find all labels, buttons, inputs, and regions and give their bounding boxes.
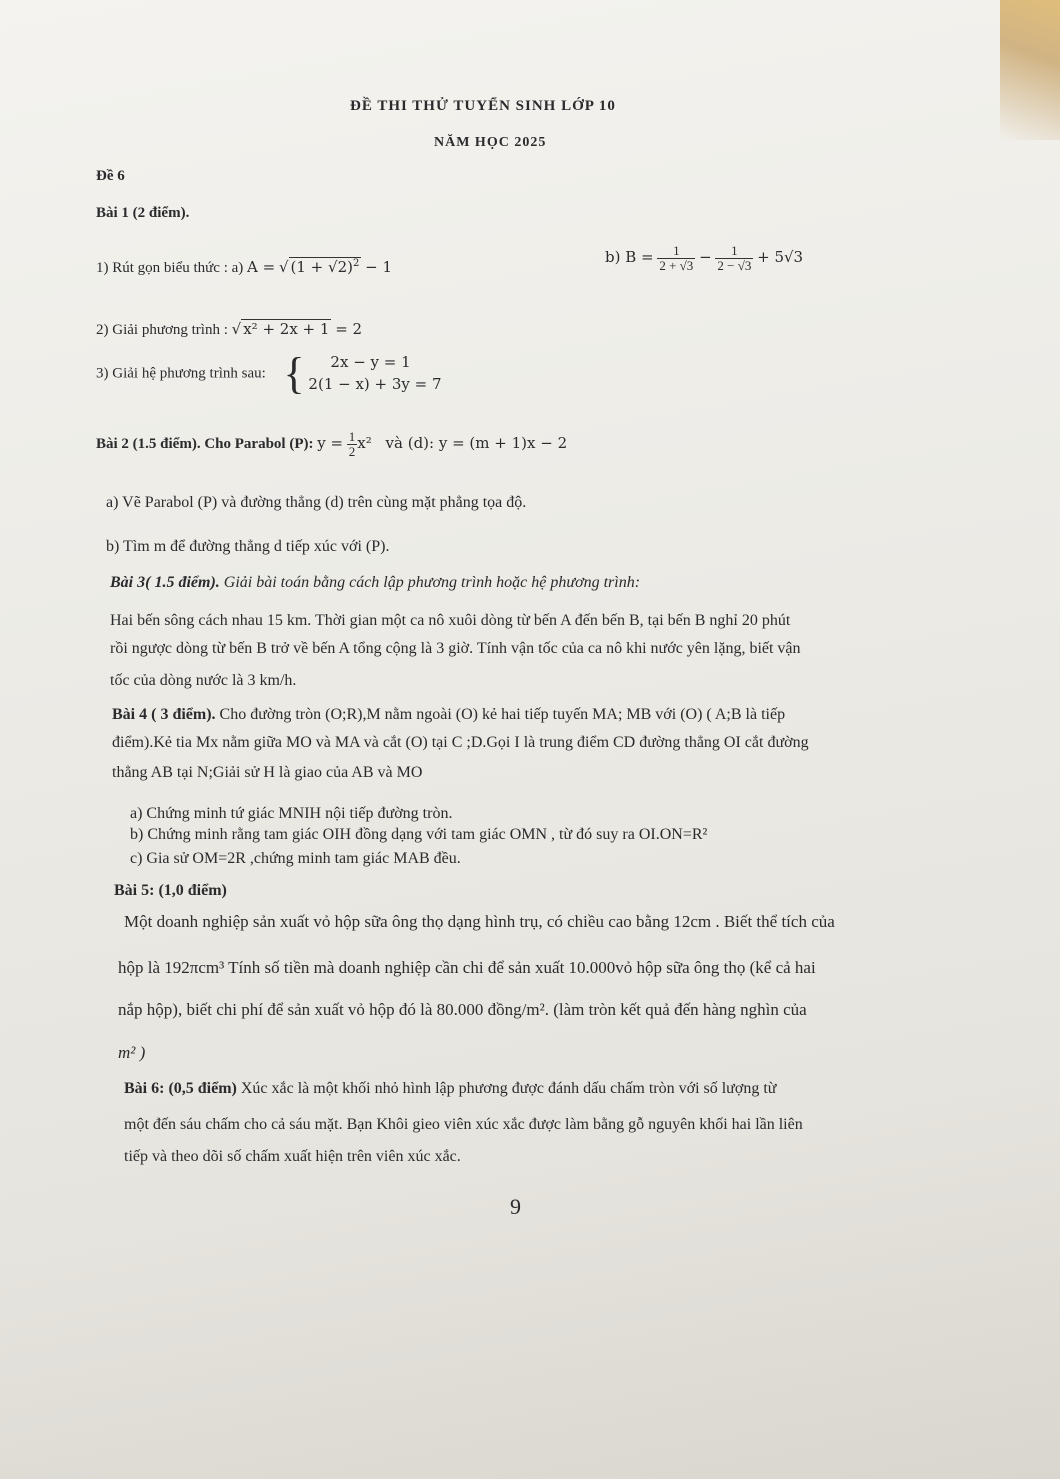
bai1-q2-tail: = 2	[335, 320, 363, 338]
bai2-a: a) Vẽ Parabol (P) và đường thẳng (d) trên cùng mặt phẳng tọa độ.	[106, 494, 527, 511]
bai1-q1b-minus: −	[699, 248, 712, 267]
bai1-q2-label: 2) Giải phương trình :	[96, 322, 228, 338]
page-corner-shadow	[1000, 0, 1060, 140]
bai1-q3-system: 2x − y = 1 2(1 − x) + 3y = 7	[308, 353, 442, 393]
bai4-c: c) Gia sử OM=2R ,chứng minh tam giác MAB đều.	[130, 850, 461, 867]
bai1-q1b	[605, 244, 803, 274]
bai4-a: a) Chứng minh tứ giác MNIH nội tiếp đường tròn.	[130, 805, 453, 822]
bai1-q1b-label: b) B =	[605, 248, 654, 267]
bai6-line1-wrap	[124, 1080, 776, 1098]
bai3-line3: tốc của dòng nước là 3 km/h.	[110, 672, 297, 689]
bai5-heading: Bài 5: (1,0 điểm)	[114, 882, 227, 899]
sqrt-symbol: √	[231, 320, 242, 338]
bai6-line1: Xúc xắc là một khối nhỏ hình lập phương được đánh dấu chấm tròn với số lượng từ	[240, 1080, 777, 1097]
bai2-heading-line	[96, 430, 567, 460]
bai4-line2: điểm).Kẻ tia Mx nằm giữa MO và MA và cắt (O) tại C ;D.Gọi I là trung điểm CD đường thẳng OI cắt đường	[112, 734, 809, 751]
bai4-b: b) Chứng minh rằng tam giác OIH đồng dạng với tam giác OMN , từ đó suy ra OI.ON=R²	[130, 826, 708, 843]
bai4-line1: Cho đường tròn (O;R),M nằm ngoài (O) kẻ hai tiếp tuyến MA; MB với (O) ( A;B là tiếp	[219, 706, 786, 723]
exam-title: ĐỀ THI THỬ TUYỂN SINH LỚP 10	[350, 98, 616, 114]
bai5-line2: hộp là 192πcm³ Tính số tiền mà doanh nghiệp cần chi để sản xuất 10.000vỏ hộp sữa ông thọ (kể cả hai	[118, 958, 816, 977]
bai5-line4: m² )	[118, 1043, 146, 1062]
page-number: 9	[510, 1194, 521, 1219]
bai1-q2-radicand: x² + 2x + 1	[243, 320, 330, 338]
bai2-heading: Bài 2 (1.5 điểm). Cho Parabol (P):	[96, 436, 314, 453]
bai3-heading-rest: Giải bài toán bằng cách lập phương trình hoặc hệ phương trình:	[223, 574, 641, 591]
bai1-q1b-frac2: $\frac{1}{2 - √3}$	[717, 243, 752, 274]
bai4-line1-wrap	[112, 706, 785, 724]
bai5-line1: Một doanh nghiệp sản xuất vỏ hộp sữa ông thọ dạng hình trụ, có chiều cao bằng 12cm . Biết thể tích của	[124, 912, 835, 931]
bai3-heading: Bài 3( 1.5 điểm).	[110, 574, 220, 591]
bai6-line3: tiếp và theo dõi số chấm xuất hiện trên viên xúc xắc.	[124, 1148, 461, 1165]
bai3-heading-line	[110, 574, 640, 592]
brace-symbol: {	[283, 349, 305, 398]
bai1-q1b-tail: + 5√3	[757, 248, 804, 267]
bai4-heading: Bài 4 ( 3 điểm).	[112, 706, 216, 723]
bai6-line2: một đến sáu chấm cho cả sáu mặt. Bạn Khôi gieo viên xúc xắc được làm bằng gỗ nguyên khối hai lần liên	[124, 1116, 803, 1133]
bai5-line3: nắp hộp), biết chi phí để sản xuất vỏ hộp đó là 80.000 đồng/m². (làm tròn kết quả đến hàng nghìn của	[118, 1000, 807, 1019]
bai1-q2	[96, 320, 362, 339]
bai6-heading: Bài 6: (0,5 điểm)	[124, 1080, 237, 1097]
bai1-heading: Bài 1 (2 điểm).	[96, 205, 190, 221]
bai1-q1a-radicand: $(1 + √2)^2$	[290, 258, 360, 276]
bai1-q1a-tail: − 1	[365, 258, 392, 276]
bai2-d: và (d): y = (m + 1)x − 2	[385, 434, 568, 453]
sqrt-symbol: √	[278, 258, 289, 276]
bai1-q1b-frac1: $\frac{1}{2 + √3}$	[659, 243, 694, 274]
bai1-q3-label: 3) Giải hệ phương trình sau:	[96, 365, 266, 382]
bai2-p-tail: x²	[357, 434, 372, 453]
exam-year: NĂM HỌC 2025	[434, 135, 547, 150]
bai2-p-lhs: y =	[317, 434, 344, 453]
exam-code: Đề 6	[96, 168, 125, 184]
bai1-q1a-lhs: A =	[247, 258, 276, 276]
bai3-line1: Hai bến sông cách nhau 15 km. Thời gian một ca nô xuôi dòng từ bến A đến bến B, tại bến B nghỉ 20 phút	[110, 612, 791, 629]
bai3-line2: rồi ngược dòng từ bến B trở về bến A tổng cộng là 3 giờ. Tính vận tốc của ca nô khi nước yên lặng, biết vận	[110, 640, 801, 657]
bai1-q1-label: 1) Rút gọn biểu thức : a)	[96, 260, 244, 276]
bai1-q1	[96, 258, 392, 277]
bai2-b: b) Tìm m để đường thẳng d tiếp xúc với (P).	[106, 538, 390, 555]
bai1-q3	[96, 349, 442, 398]
bai4-line3: thẳng AB tại N;Giải sử H là giao của AB và MO	[112, 764, 423, 781]
bai2-p-frac: $\frac{1}{2}$	[348, 429, 356, 460]
